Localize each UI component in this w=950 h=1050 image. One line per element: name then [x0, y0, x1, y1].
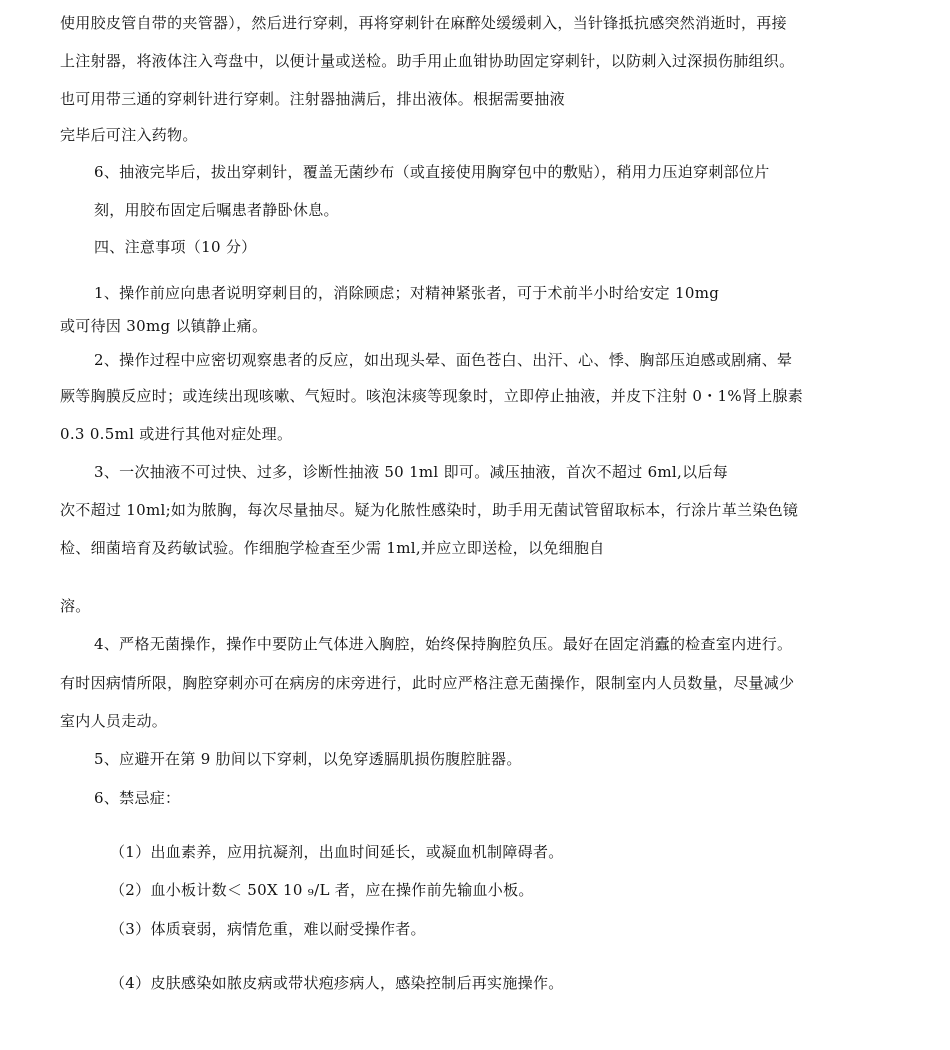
section-heading: 四、注意事项（10 分） [94, 238, 257, 256]
text-line: 或可待因 30mg 以镇静止痛。 [60, 317, 268, 335]
text-line: 2、操作过程中应密切观察患者的反应，如出现头晕、面色苍白、出汗、心、悸、胸部压迫感或剧痛、晕 [94, 351, 793, 369]
text-line: 使用胶皮管自带的夹管器），然后进行穿刺，再将穿刺针在麻醉处缓缓刺入，当针锋抵抗感突然消逝时，再接 [60, 14, 787, 32]
list-item: （2）血小板计数＜ 50X 10 ₉/L 者，应在操作前先输血小板。 [110, 881, 534, 899]
text-line: 上注射器，将液体注入弯盘中，以便计量或送检。助手用止血钳协助固定穿刺针，以防刺入过深损伤肺组织。 [60, 52, 795, 70]
text-line: 有时因病情所限，胸腔穿刺亦可在病房的床旁进行，此时应严格注意无菌操作，限制室内人员数量，尽量减少 [60, 674, 795, 692]
text-line: 4、严格无菌操作，操作中要防止气体进入胸腔，始终保持胸腔负压。最好在固定消蠹的检查室内进行。 [94, 635, 793, 653]
text-line: 刻，用胶布固定后嘱患者静卧休息。 [94, 201, 339, 219]
text-line: 也可用带三通的穿刺针进行穿刺。注射器抽满后，排出液体。根据需要抽液 [60, 90, 565, 108]
list-item: （3）体质衰弱，病情危重，难以耐受操作者。 [110, 920, 426, 938]
text-line: 检、细菌培育及药敏试验。作细胞学检查至少需 1ml,并应立即送检，以免细胞自 [60, 539, 605, 557]
text-line: 室内人员走动。 [60, 712, 168, 730]
text-line: 6、抽液完毕后，拔出穿刺针，覆盖无菌纱布（或直接使用胸穿包中的敷贴），稍用力压迫穿刺部位片 [94, 163, 770, 181]
list-item: （1）出血素养，应用抗凝剂，出血时间延长，或凝血机制障碍者。 [110, 843, 564, 861]
text-line: 6、禁忌症： [94, 789, 181, 807]
list-item: （4）皮肤感染如脓皮病或带状疱疹病人，感染控制后再实施操作。 [110, 974, 564, 992]
text-line: 0.3 0.5ml 或进行其他对症处理。 [60, 425, 293, 443]
text-line: 5、应避开在第 9 肋间以下穿刺，以免穿透膈肌损伤腹腔脏器。 [94, 750, 522, 768]
text-line: 次不超过 10ml;如为脓胸，每次尽量抽尽。疑为化脓性感染时，助手用无菌试管留取标本，行涂片革兰染色镜 [60, 501, 799, 519]
text-line: 完毕后可注入药物。 [60, 126, 198, 144]
text-line: 厥等胸膜反应时；或连续出现咳嗽、气短时。咳泡沫痰等现象时，立即停止抽液，并皮下注射 0・1%肾上腺素 [60, 387, 804, 405]
text-line: 1、操作前应向患者说明穿刺目的，消除顾虑；对精神紧张者，可于术前半小时给安定 10mg [94, 284, 720, 302]
text-line: 3、一次抽液不可过快、过多，诊断性抽液 50 1ml 即可。减压抽液，首次不超过 6ml,以后每 [94, 463, 729, 481]
text-line: 溶。 [60, 597, 91, 615]
